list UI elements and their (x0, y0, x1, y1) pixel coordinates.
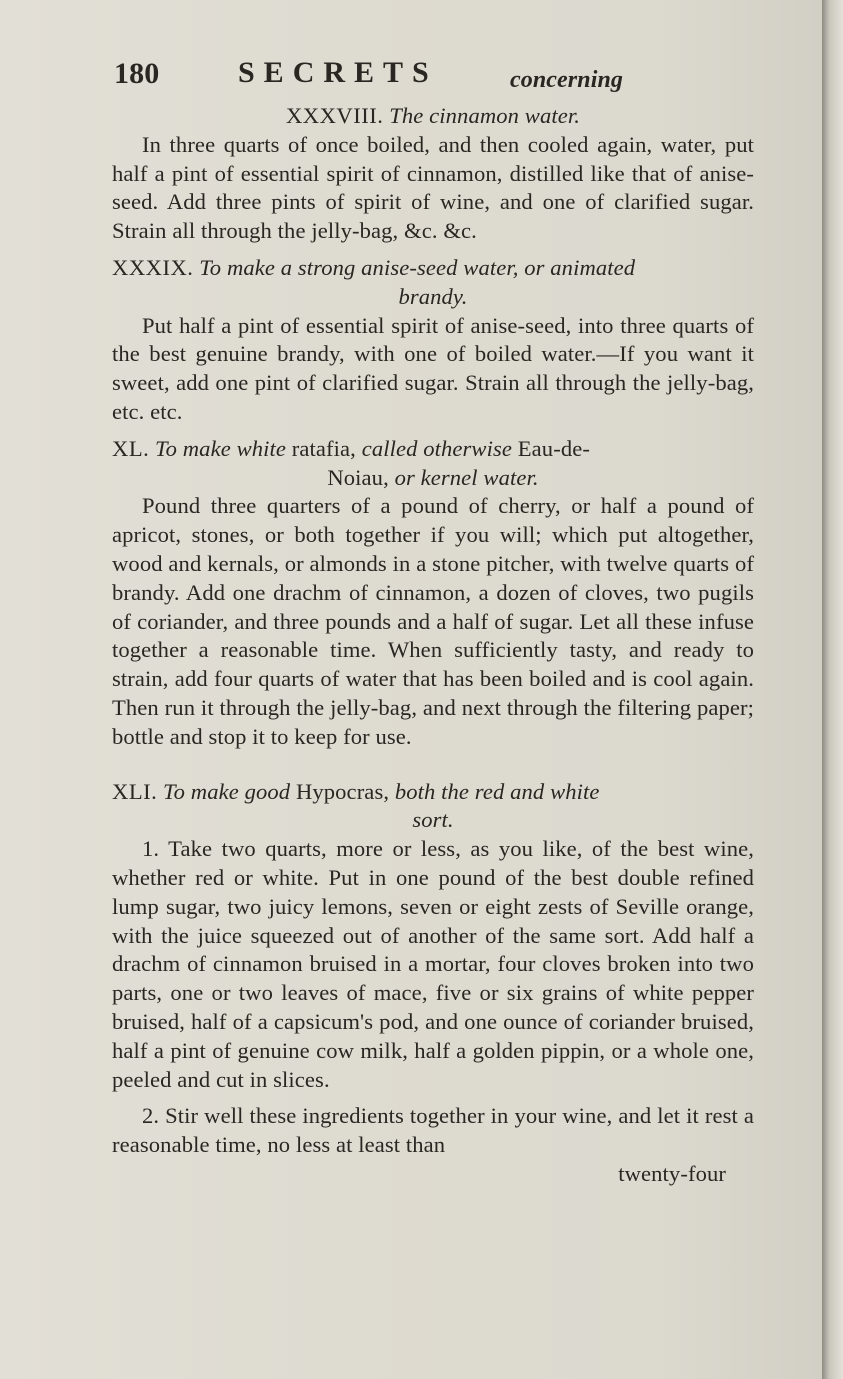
section-body: 2. Stir well these ingredients together in your wine, and let it rest a reasonable time, no less at least than (112, 1103, 754, 1158)
section-heading (112, 778, 754, 807)
running-title: SECRETS (238, 56, 438, 89)
section-number: XLI. (112, 778, 158, 804)
section-heading (112, 102, 754, 131)
catchword: twenty-four (618, 1160, 726, 1186)
section-title-continuation (112, 464, 754, 493)
section-title-part: ratafia, (291, 435, 356, 461)
section-title-part: To make good (163, 778, 291, 804)
section-title-part: or kernel water. (394, 464, 539, 490)
section-heading (112, 254, 754, 283)
section-title-part: Noiau, (327, 464, 389, 490)
section-body: In three quarts of once boiled, and then cooled again, water, put half a pint of essential spirit of cinnamon, distilled like that of anise-seed. Add three pints of spirit of wine, and one of clarified sugar. Strain all through the jelly-bag, &c. &c. (112, 131, 754, 244)
section-spacer (112, 760, 754, 778)
section-title-continuation: sort. (412, 807, 454, 833)
section-number: XL. (112, 435, 150, 461)
section-title-part: To make white (155, 435, 287, 461)
section-number: XXXVIII. (285, 103, 384, 128)
page-number: 180 (114, 57, 160, 90)
page-text (112, 56, 754, 1189)
section-body: Put half a pint of essential spirit of anise-seed, into three quarts of the best genuine brandy, with one of boiled water.—If you want it sweet, add one pint of clarified sugar. Strain all through the jelly-bag, etc. etc. (112, 312, 754, 424)
section-title-part: both the red and white (394, 778, 600, 804)
section-title-part: Eau-de- (517, 435, 590, 461)
section-body: Pound three quarters of a pound of cherry, or half a pound of apricot, stones, or both together if you will; which put altogether, wood and kernals, or almonds in a stone pitcher, with twelve quarts of brandy. Add one drachm of cinnamon, a dozen of cloves, two pugils of coriander, and three pounds and a half of sugar. Let all these infuse together a reasonable time. When sufficiently tasty, and ready to strain, add four quarts of water that has been boiled and is cool again. Then run it through the jelly-bag, and next through the filtering paper; bottle and stop it to keep for use. (112, 493, 754, 749)
running-subtitle: concerning (510, 67, 624, 93)
section-body: 1. Take two quarts, more or less, as you like, of the best wine, whether red or white. Put in one pound of the best double refined lump sugar, two juicy lemons, seven or eight zests of Seville orange, with the juice squeezed out of another of the same sort. Add half a drachm of cinnamon bruised in a mortar, four cloves broken into two parts, one or two leaves of mace, five or six grains of white pepper bruised, half of a capsicum's pod, and one ounce of coriander bruised, half a pint of genuine cow milk, half a golden pippin, or a whole one, peeled and cut in slices. (112, 836, 754, 1092)
section-heading (112, 435, 754, 464)
page-edge (822, 0, 843, 1379)
section-title-part: called otherwise (361, 435, 513, 461)
running-header (112, 56, 754, 98)
section-title: The cinnamon water. (389, 103, 581, 128)
section-title-part: Hypocras, (295, 778, 390, 804)
section-title-continuation: brandy. (398, 283, 468, 309)
section-title: To make a strong anise-seed water, or animated (199, 254, 636, 280)
section-number: XXXIX. (112, 254, 194, 280)
